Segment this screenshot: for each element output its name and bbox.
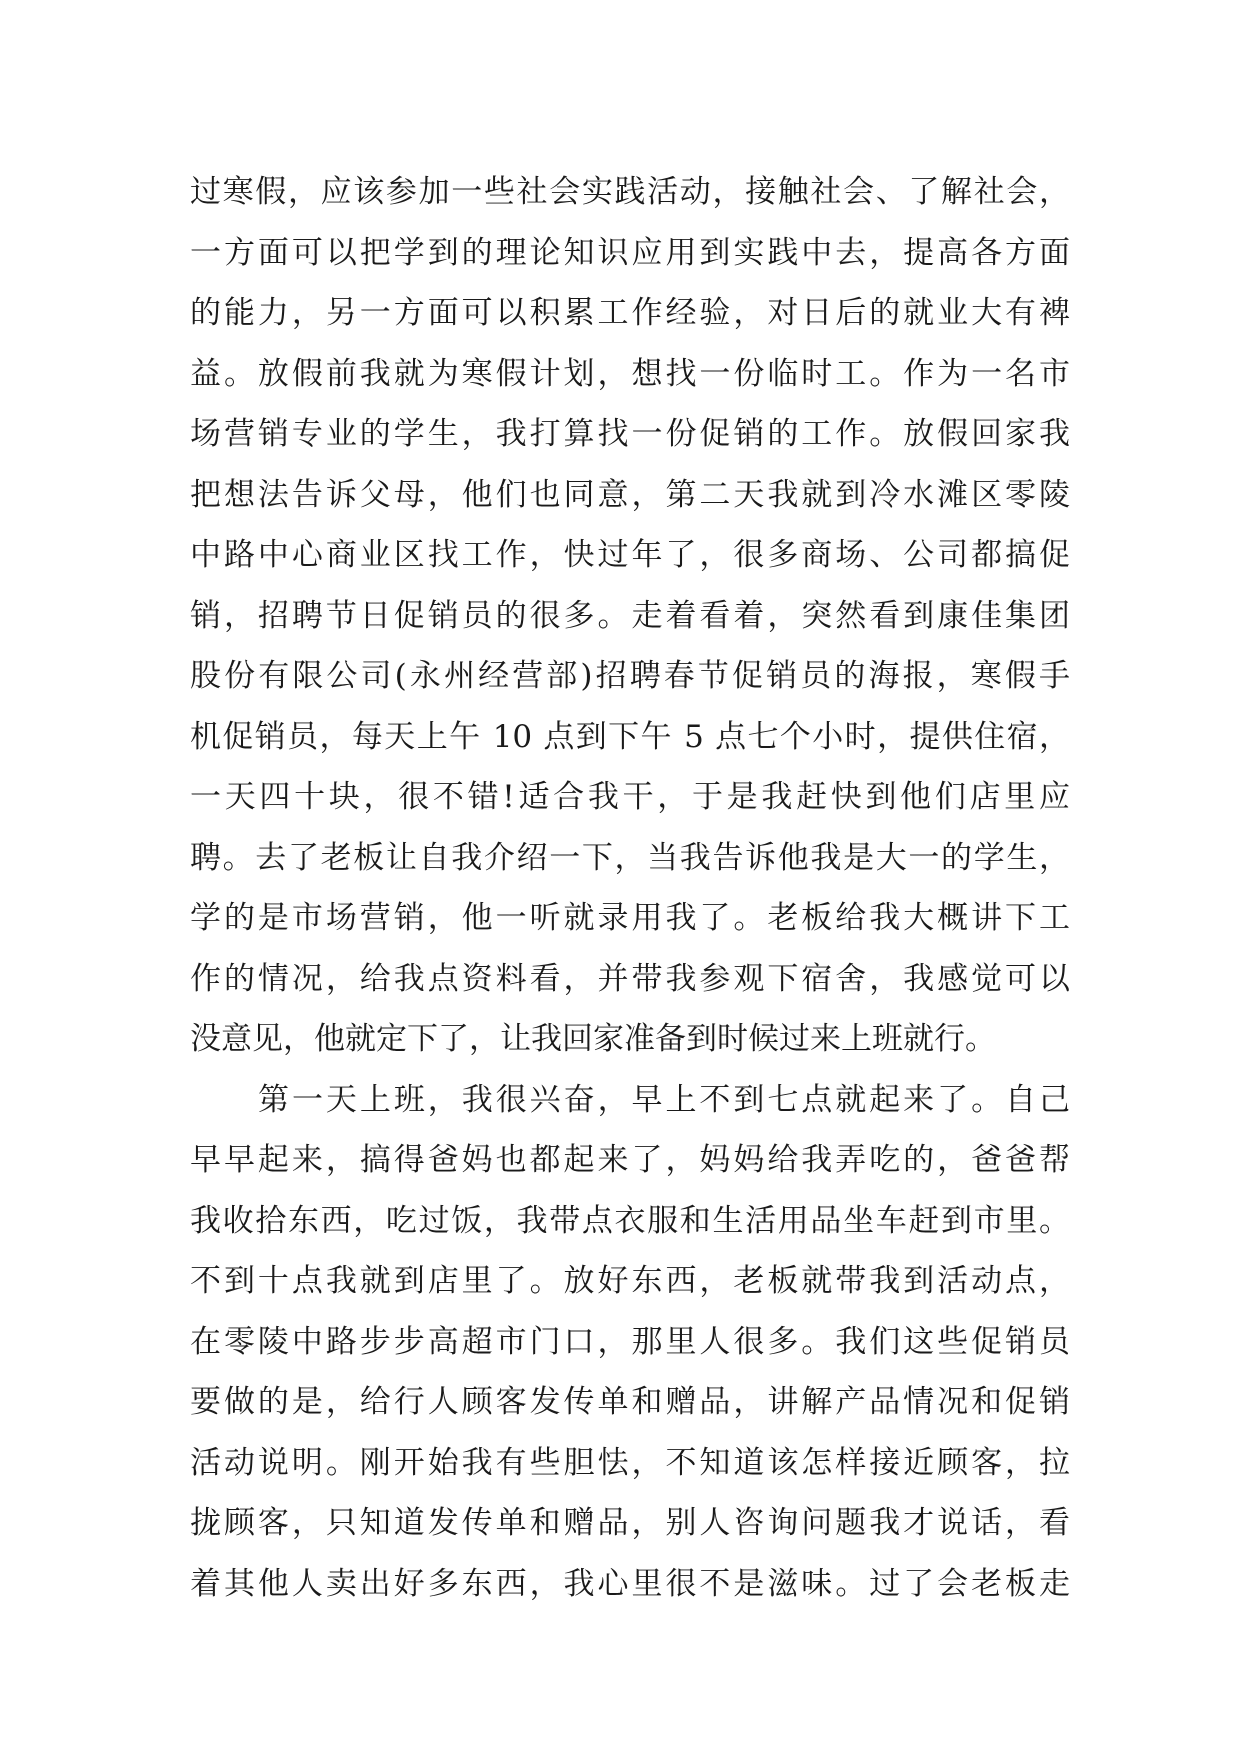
body-text [190, 162, 1070, 1614]
text-line: 益。放假前我就为寒假计划，想找一份临时工。作为一名市 [190, 355, 1070, 392]
text-line: 早早起来，搞得爸妈也都起来了，妈妈给我弄吃的，爸爸帮 [190, 1142, 1070, 1178]
text-line: 把想法告诉父母，他们也同意，第二天我就到冷水滩区零陵 [190, 476, 1070, 513]
text-line: 股份有限公司(永州经营部)招聘春节促销员的海报，寒假手 [190, 658, 1070, 694]
text-line: 机促销员，每天上午 10 点到下午 5 点七个小时，提供住宿， [190, 718, 1070, 755]
text-line: 场营销专业的学生，我打算找一份促销的工作。放假回家我 [190, 416, 1070, 452]
text-line: 作的情况，给我点资料看，并带我参观下宿舍，我感觉可以 [190, 960, 1070, 997]
text-line: 学的是市场营销，他一听就录用我了。老板给我大概讲下工 [190, 900, 1070, 936]
text-line: 拢顾客，只知道发传单和赠品，别人咨询问题我才说话，看 [190, 1505, 1070, 1541]
text-line: 不到十点我就到店里了。放好东西，老板就带我到活动点， [190, 1263, 1070, 1299]
text-line: 活动说明。刚开始我有些胆怯，不知道该怎样接近顾客，拉 [190, 1444, 1070, 1481]
text-line: 的能力，另一方面可以积累工作经验，对日后的就业大有裨 [190, 295, 1070, 331]
text-line: 在零陵中路步步高超市门口，那里人很多。我们这些促销员 [190, 1323, 1070, 1360]
text-line: 没意见，他就定下了，让我回家准备到时候过来上班就行。 [190, 1021, 996, 1057]
text-line: 要做的是，给行人顾客发传单和赠品，讲解产品情况和促销 [190, 1384, 1070, 1420]
text-line: 一天四十块，很不错!适合我干，于是我赶快到他们店里应 [190, 779, 1070, 815]
text-line: 聘。去了老板让自我介绍一下，当我告诉他我是大一的学生， [190, 839, 1070, 876]
text-line: 我收拾东西，吃过饭，我带点衣服和生活用品坐车赶到市里。 [190, 1202, 1070, 1239]
text-line: 过寒假，应该参加一些社会实践活动，接触社会、了解社会， [190, 174, 1070, 210]
text-line: 一方面可以把学到的理论知识应用到实践中去，提高各方面 [190, 234, 1070, 271]
text-line: 中路中心商业区找工作，快过年了，很多商场、公司都搞促 [190, 537, 1070, 573]
text-line: 着其他人卖出好多东西，我心里很不是滋味。过了会老板走 [190, 1565, 1070, 1602]
paragraph-start-line: 第一天上班，我很兴奋，早上不到七点就起来了。自己 [258, 1081, 1070, 1118]
text-line: 销，招聘节日促销员的很多。走着看着，突然看到康佳集团 [190, 597, 1070, 634]
